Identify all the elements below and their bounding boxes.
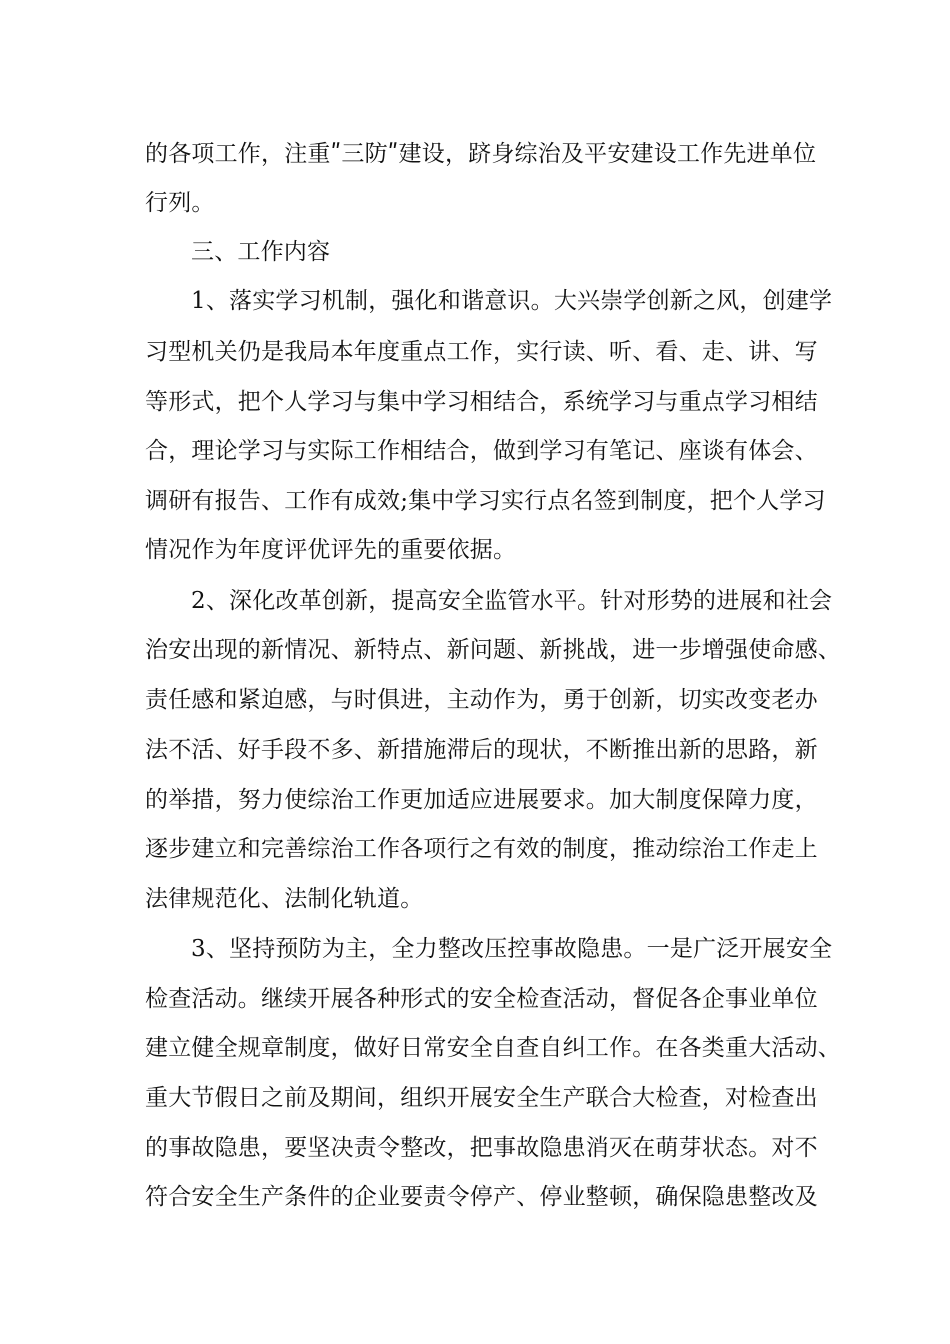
text-line: 的事故隐患，要坚决责令整改，把事故隐患消灭在萌芽状态。对不 — [145, 1135, 818, 1161]
text-line: 建立健全规章制度，做好日常安全自查自纠工作。在各类重大活动、 — [145, 1035, 841, 1061]
text-line: 习型机关仍是我局本年度重点工作，实行读、听、看、走、讲、写 — [145, 339, 818, 365]
text-line: 的各项工作，注重ʺ三防ʺ建设，跻身综治及平安建设工作先进单位 — [145, 141, 817, 167]
text-line: 情况作为年度评优评先的重要依据。 — [145, 537, 517, 563]
text-line: 法律规范化、法制化轨道。 — [145, 886, 424, 912]
text-line: 逐步建立和完善综治工作各项行之有效的制度，推动综治工作走上 — [145, 836, 818, 862]
text-line: 法不活、好手段不多、新措施滞后的现状，不断推出新的思路，新 — [145, 737, 818, 763]
text-line: 重大节假日之前及期间，组织开展安全生产联合大检查，对检查出 — [145, 1085, 818, 1111]
text-line: 的举措，努力使综治工作更加适应进展要求。加大制度保障力度， — [145, 787, 818, 813]
paragraph-start: 3、坚持预防为主，全力整改压控事故隐患。一是广泛开展安全 — [191, 936, 833, 962]
text-line: 等形式，把个人学习与集中学习相结合，系统学习与重点学习相结 — [145, 389, 818, 415]
text-line: 检查活动。继续开展各种形式的安全检查活动，督促各企事业单位 — [145, 986, 818, 1012]
section-heading: 三、工作内容 — [191, 239, 331, 265]
text-line: 责任感和紧迫感，与时俱进，主动作为，勇于创新，切实改变老办 — [145, 687, 818, 713]
paragraph-start: 2、深化改革创新，提高安全监管水平。针对形势的进展和社会 — [191, 588, 833, 614]
text-line: 符合安全生产条件的企业要责令停产、停业整顿，确保隐患整改及 — [145, 1184, 818, 1210]
text-line: 治安出现的新情况、新特点、新问题、新挑战，进一步增强使命感、 — [145, 637, 841, 663]
text-line: 调研有报告、工作有成效;集中学习实行点名签到制度，把个人学习 — [145, 488, 826, 514]
paragraph-start: 1、落实学习机制，强化和谐意识。大兴崇学创新之风，创建学 — [191, 288, 833, 314]
text-line: 合，理论学习与实际工作相结合，做到学习有笔记、座谈有体会、 — [145, 438, 818, 464]
text-line: 行列。 — [145, 190, 215, 216]
